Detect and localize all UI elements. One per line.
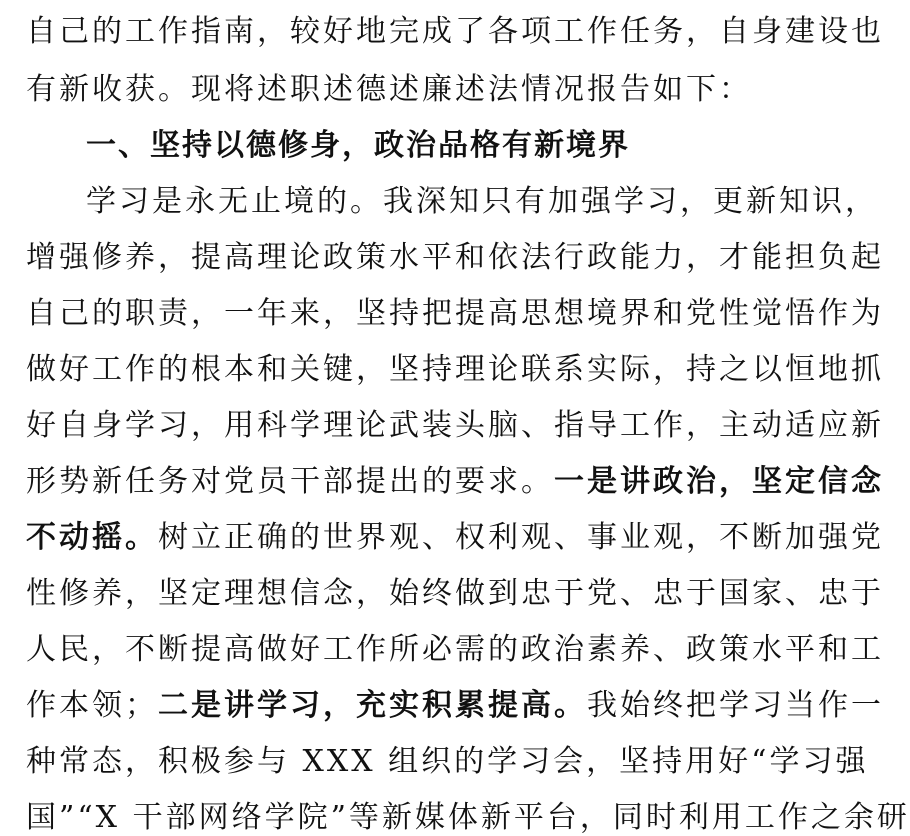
bold-text-segment: 一是讲政治，坚定信念 xyxy=(554,464,884,499)
paragraph-line xyxy=(26,352,884,388)
text-segment: 自己的职责，一年来，坚持把提高思想境界和党性觉悟作为 xyxy=(26,296,884,331)
paragraph-line xyxy=(26,800,910,836)
text-segment: 作本领； xyxy=(26,688,158,723)
text-segment: 好自身学习，用科学理论武装头脑、指导工作，主动适应新 xyxy=(26,408,884,443)
text-segment: 树立正确的世界观、权利观、事业观，不断加强党 xyxy=(158,520,884,555)
text-segment: 我始终把学习当作一 xyxy=(587,688,884,723)
text-segment: 人民，不断提高做好工作所必需的政治素养、政策水平和工 xyxy=(26,632,884,667)
bold-text-segment: 不动摇。 xyxy=(26,520,158,555)
heading-text: 一、坚持以德修身，政治品格有新境界 xyxy=(86,128,630,163)
paragraph-line xyxy=(26,744,869,780)
text-segment: 增强修养，提高理论政策水平和依法行政能力，才能担负起 xyxy=(26,240,884,275)
text-segment: 学习是永无止境的。我深知只有加强学习，更新知识， xyxy=(86,184,878,219)
text-segment: 国”“X 干部网络学院”等新媒体新平台，同时利用工作之余研 xyxy=(26,800,910,835)
bold-text-segment: 二是讲学习，充实积累提高。 xyxy=(158,688,587,723)
text-segment: 性修养，坚定理想信念，始终做到忠于党、忠于国家、忠于 xyxy=(26,576,884,611)
text-segment: 种常态，积极参与 XXX 组织的学习会，坚持用好“学习强 xyxy=(26,744,869,779)
paragraph-line xyxy=(26,14,884,50)
partial-top-line xyxy=(26,0,786,8)
paragraph-line xyxy=(26,240,884,276)
paragraph-line xyxy=(26,464,884,500)
text-segment: 形势新任务对党员干部提出的要求。 xyxy=(26,464,554,499)
paragraph-line xyxy=(26,520,884,556)
text-segment: 自己的工作指南，较好地完成了各项工作任务，自身建设也 xyxy=(26,14,884,49)
paragraph-line xyxy=(26,408,884,444)
paragraph-line xyxy=(86,184,878,220)
paragraph-line xyxy=(26,72,786,108)
text-segment: 有新收获。现将述职述德述廉述法情况报告如下： xyxy=(26,72,752,107)
paragraph-line xyxy=(26,296,884,332)
paragraph-line xyxy=(26,632,884,668)
paragraph-line xyxy=(26,576,884,612)
paragraph-line xyxy=(26,688,884,724)
section-heading xyxy=(86,128,846,164)
text-segment: 做好工作的根本和关键，坚持理论联系实际，持之以恒地抓 xyxy=(26,352,884,387)
